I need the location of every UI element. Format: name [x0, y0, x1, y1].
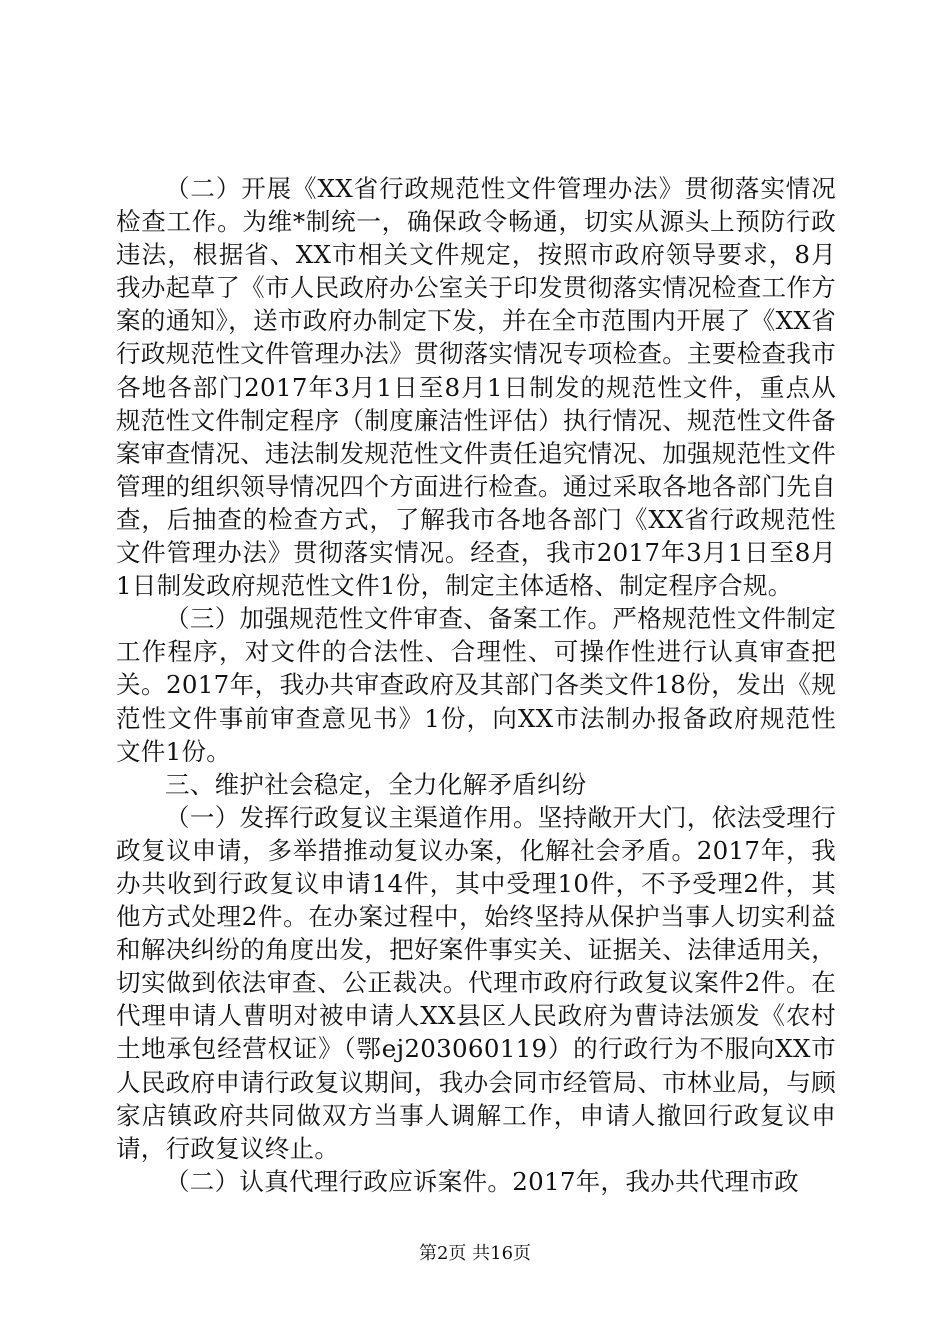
section-heading-social-stability: 三、维护社会稳定，全力化解矛盾纠纷 [165, 769, 587, 799]
paragraph-inspection-work: （二）开展《XX省行政规范性文件管理办法》贯彻落实情况检查工作。为维*制统一，确保政令畅通，切实从源头上预防行政违法，根据省、XX市相关文件规定，按照市政府领导要求，8月我办起草了《市人民政府办公室关于印发贯彻落实情况检查工作方案的通知》，送市政府办制定下发，并在全市范围内开展了《XX省行政规范性文件管理办法》贯彻落实情况专项检查。主要检查我市各地各部门2017年3月1日至8月1日制发的规范性文件，重点从规范性文件制定程序（制度廉洁性评估）执行情况、规范性文件备案审查情况、违法制发规范性文件责任追究情况、加强规范性文件管理的组织领导情况四个方面进行检查。通过采取各地各部门先自查，后抽查的检查方式，了解我市各地各部门《XX省行政规范性文件管理办法》贯彻落实情况。经查，我市2017年3月1日至8月1日制发政府规范性文件1份，制定主体适格、制定程序合规。 [116, 174, 836, 601]
page-number-footer: 第2页 共16页 [418, 1243, 532, 1264]
document-body [116, 172, 836, 1198]
paragraph-review-filing: （三）加强规范性文件审查、备案工作。严格规范性文件制定工作程序，对文件的合法性、合理性、可操作性进行认真审查把关。2017年，我办共审查政府及其部门各类文件18份，发出《规范性文件事前审查意见书》1份，向XX市法制办报备政府规范性文件1份。 [116, 604, 836, 766]
paragraph-administrative-review: （一）发挥行政复议主渠道作用。坚持敞开大门，依法受理行政复议申请，多举措推动复议办案，化解社会矛盾。2017年，我办共收到行政复议申请14件，其中受理10件，不予受理2件，其他方式处理2件。在办案过程中，始终坚持从保护当事人切实利益和解决纠纷的角度出发，把好案件事实关、证据关、法律适用关，切实做到依法审查、公正裁决。代理市政府行政复议案件2件。在代理申请人曹明对被申请人XX县区人民政府为曹诗法颁发《农村土地承包经营权证》（鄂ej203060119）的行政行为不服向XX市人民政府申请行政复议期间，我办会同市经管局、市林业局，与顾家店镇政府共同做双方当事人调解工作，申请人撤回行政复议申请，行政复议终止。 [116, 802, 836, 1163]
paragraph-litigation-cases: （二）认真代理行政应诉案件。2017年，我办共代理市政 [165, 1166, 799, 1196]
